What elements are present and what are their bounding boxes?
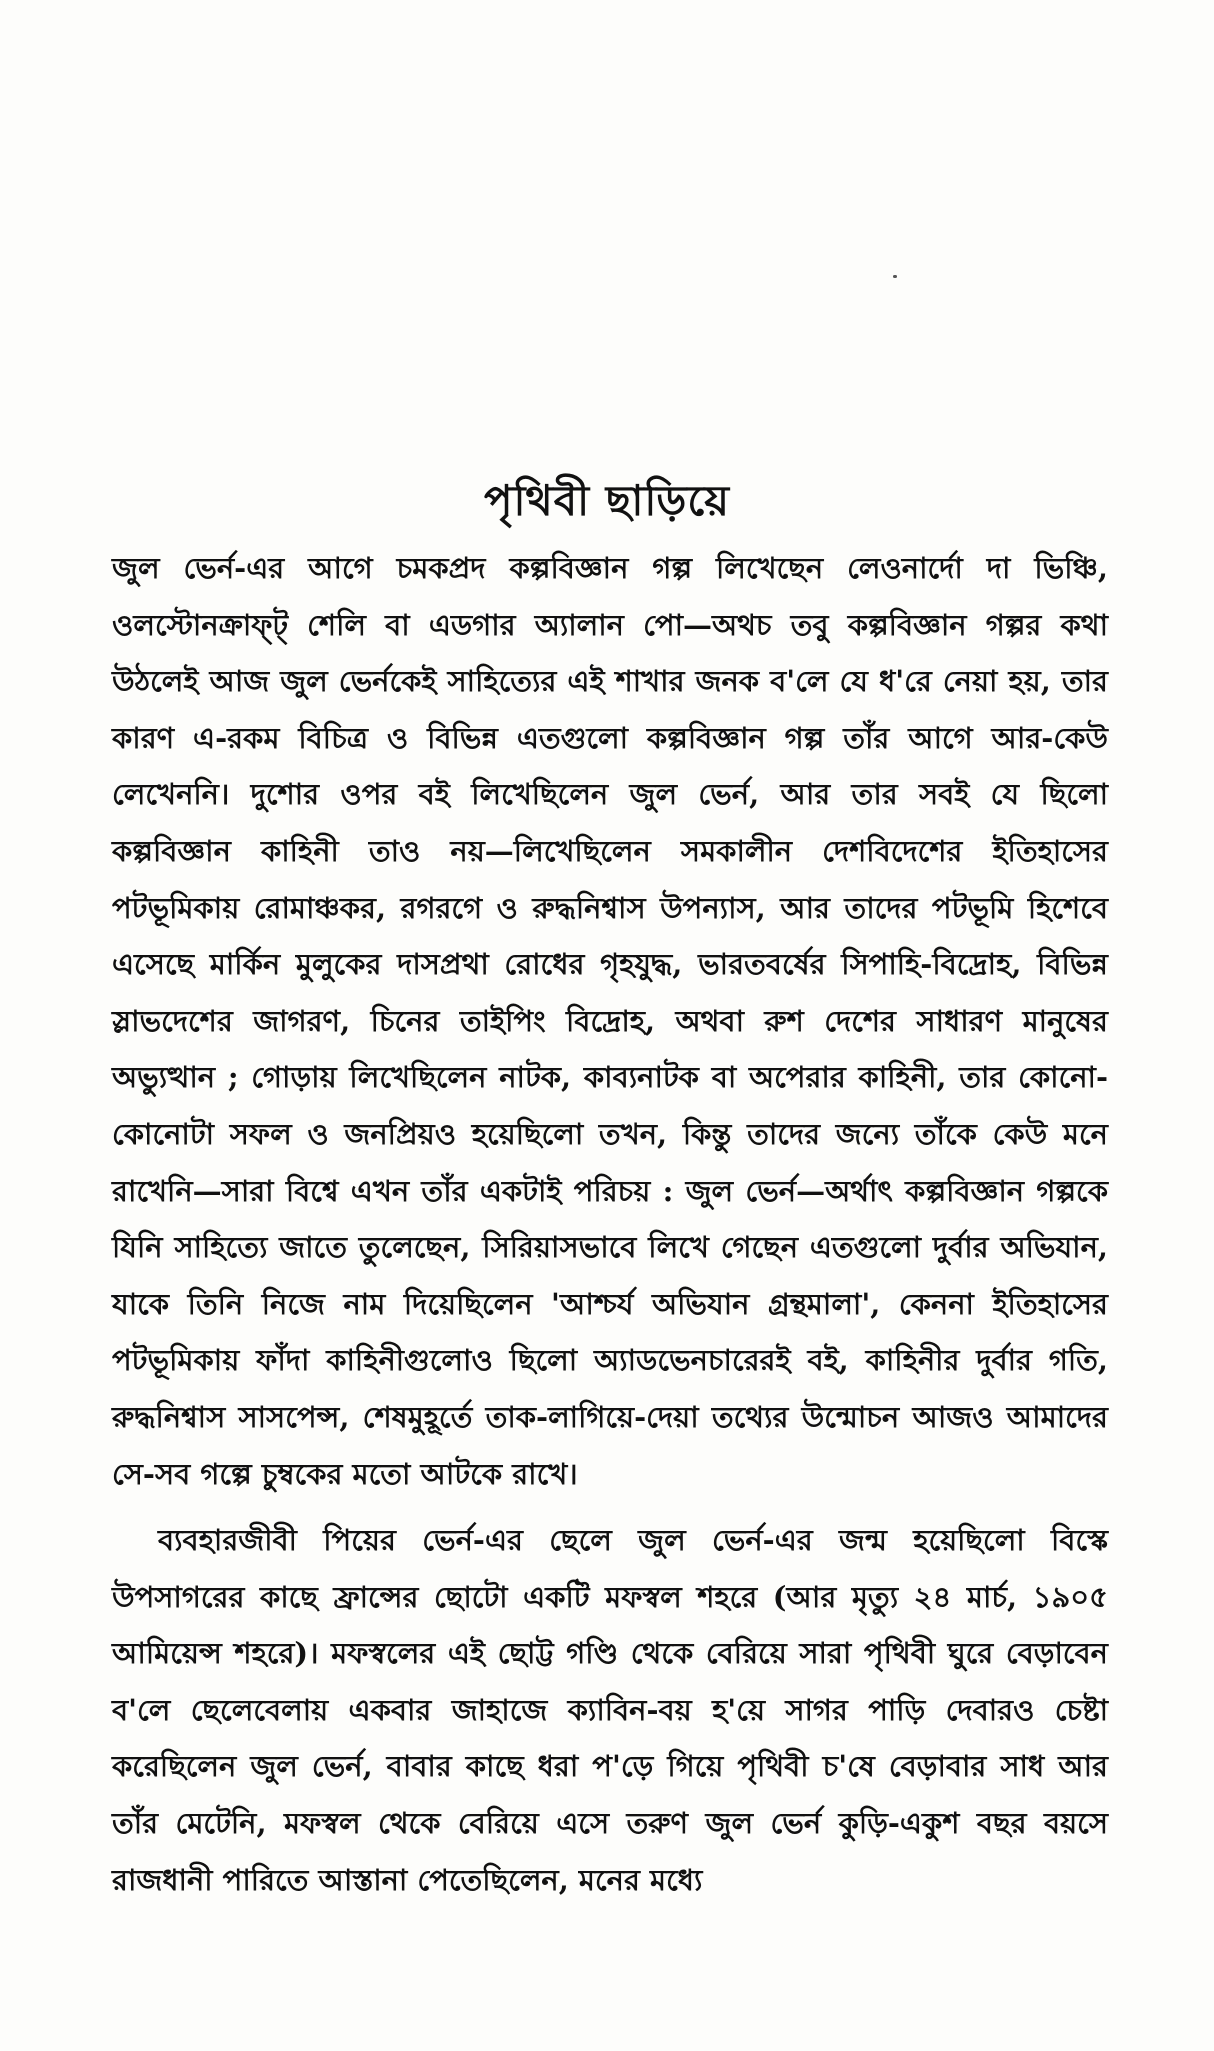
paragraph-1: জুল ভের্ন-এর আগে চমকপ্রদ কল্পবিজ্ঞান গল্প লিখেছেন লেওনার্দো দা ভিঞ্চি, ওলস্টোনক্রাফ্‌ট্‌ শেলি বা এডগার অ্যালান পো—অথচ তবু কল্পবিজ্ঞান গল্পর কথা উঠলেই আজ জুল ভের্নকেই সাহিত্যের এই শাখার জনক ব'লে যে ধ'রে নেয়া হয়, তার কারণ এ-রকম বিচিত্র ও বিভিন্ন এতগুলো কল্পবিজ্ঞান গল্প তাঁর আগে আর-কেউ লেখেননি। দুশোর ওপর বই লিখেছিলেন জুল ভের্ন, আর তার সবই যে ছিলো কল্পবিজ্ঞান কাহিনী তাও নয়—লিখেছিলেন সমকালীন দেশবিদেশের ইতিহাসের পটভূমিকায় রোমাঞ্চকর, রগরগে ও রুদ্ধনিশ্বাস উপন্যাস, আর তাদের পটভূমি হিশেবে এসেছে মার্কিন মুলুকের দাসপ্রথা রোধের গৃহযুদ্ধ, ভারতবর্ষের সিপাহি-বিদ্রোহ, বিভিন্ন স্লাভদেশের জাগরণ, চিনের তাইপিং বিদ্রোহ, অথবা রুশ দেশের সাধারণ মানুষের অভ্যুত্থান ; গোড়ায় লিখেছিলেন নাটক, কাব্যনাটক বা অপেরার কাহিনী, তার কোনো-কোনোটা সফল ও জনপ্রিয়ও হয়েছিলো তখন, কিন্তু তাদের জন্যে তাঁকে কেউ মনে রাখেনি—সারা বিশ্বে এখন তাঁর একটাই পরিচয় : জুল ভের্ন—অর্থাৎ কল্পবিজ্ঞান গল্পকে যিনি সাহিত্যে জাতে তুলেছেন, সিরিয়াসভাবে লিখে গেছেন এতগুলো দুর্বার অভিযান, যাকে তিনি নিজে নাম দিয়েছিলেন 'আশ্চর্য অভিযান গ্রন্থমালা', কেননা ইতিহাসের পটভূমিকায় ফাঁদা কাহিনীগুলোও ছিলো অ্যাডভেনচারেরই বই, কাহিনীর দুর্বার গতি, রুদ্ধনিশ্বাস সাসপেন্স, শেষমুহূর্তে তাক-লাগিয়ে-দেয়া তথ্যের উন্মোচন আজও আমাদের সে-সব গল্পে চুম্বকের মতো আটকে রাখে। (112, 551, 1108, 1491)
chapter-title: পৃথিবী ছাড়িয়ে (484, 476, 730, 526)
paragraph-2: ব্যবহারজীবী পিয়ের ভের্ন-এর ছেলে জুল ভের্ন-এর জন্ম হয়েছিলো বিস্কে উপসাগরের কাছে ফ্রান্সের ছোটো একটি মফস্বল শহরে (আর মৃত্যু ২৪ মার্চ, ১৯০৫ আমিয়েন্স শহরে)। মফস্বলের এই ছোট্ট গণ্ডি থেকে বেরিয়ে সারা পৃথিবী ঘুরে বেড়াবেন ব'লে ছেলেবেলায় একবার জাহাজে ক্যাবিন-বয় হ'য়ে সাগর পাড়ি দেবারও চেষ্টা করেছিলেন জুল ভের্ন, বাবার কাছে ধরা প'ড়ে গিয়ে পৃথিবী চ'ষে বেড়াবার সাধ আর তাঁর মেটেনি, মফস্বল থেকে বেরিয়ে এসে তরুণ জুল ভের্ন কুড়ি-একুশ বছর বয়সে রাজধানী পারিতে আস্তানা পেতেছিলেন, মনের মধ্যে (112, 1523, 1108, 1897)
print-speck (893, 275, 897, 278)
chapter-body (112, 540, 1108, 1908)
